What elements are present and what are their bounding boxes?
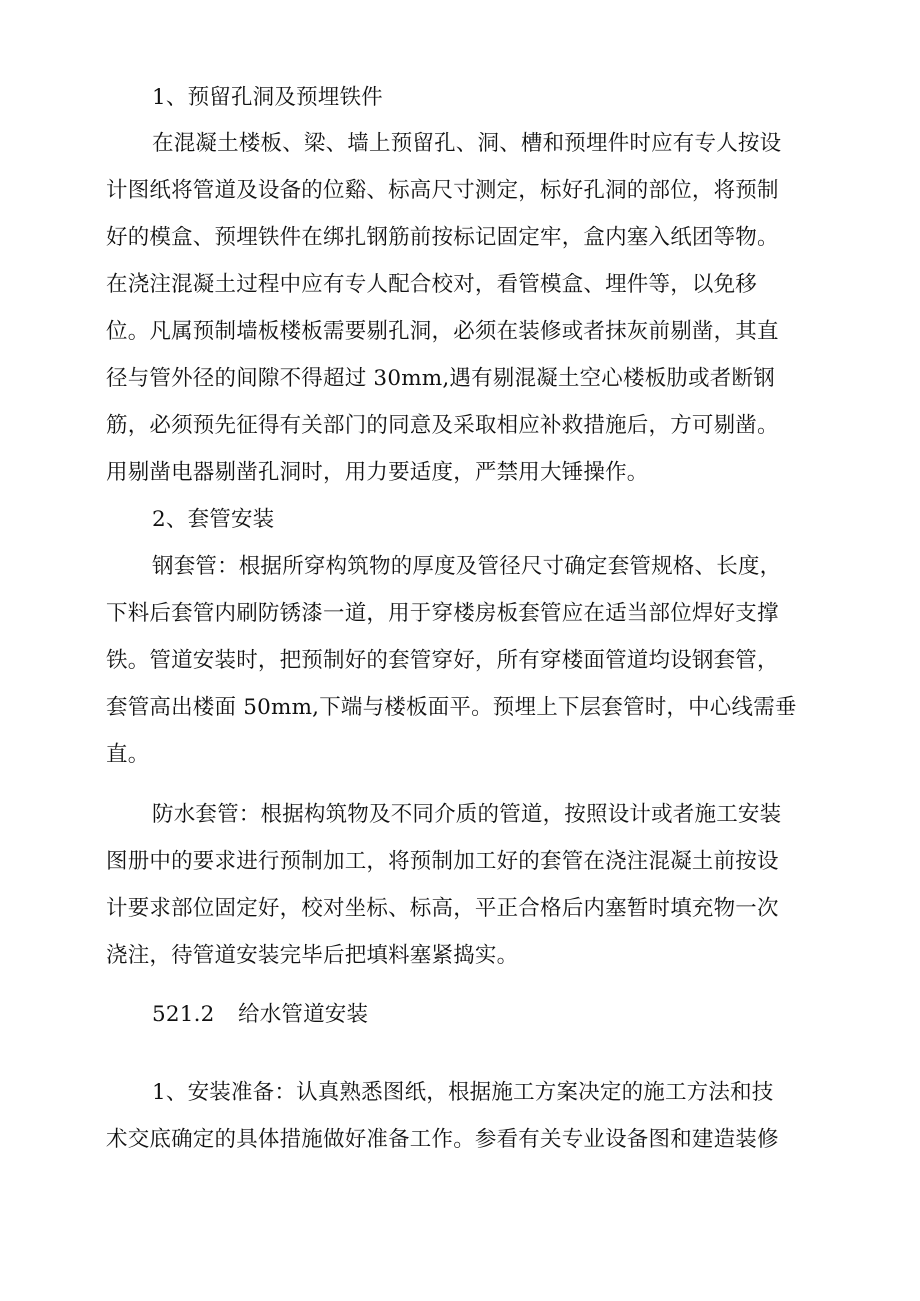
paragraph-line: 浇注，待管道安装完毕后把填料塞紧捣实。 bbox=[106, 943, 519, 968]
paragraph-line: 筋，必须预先征得有关部门的同意及采取相应补救措施后，方可剔凿。 bbox=[106, 413, 779, 438]
section-title: 给水管道安装 bbox=[238, 1002, 369, 1027]
paragraph-line: 术交底确定的具体措施做好准备工作。参看有关专业设备图和建造装修 bbox=[106, 1127, 779, 1152]
paragraph-line: 防水套管：根据构筑物及不同介质的管道，按照设计或者施工安装 bbox=[152, 802, 782, 827]
heading-sleeve-installation: 2、套管安装 bbox=[152, 507, 275, 532]
paragraph-line: 钢套管：根据所穿构筑物的厚度及管径尺寸确定套管规格、长度， bbox=[152, 554, 782, 579]
paragraph-line: 下料后套管内刷防锈漆一道，用于穿楼房板套管应在适当部位焊好支撑 bbox=[106, 601, 779, 626]
paragraph-line: 1、安装准备：认真熟悉图纸，根据施工方案决定的施工方法和技 bbox=[152, 1080, 774, 1105]
paragraph-line: 在浇注混凝土过程中应有专人配合校对，看管模盒、埋件等，以免移 bbox=[106, 272, 758, 297]
section-number: 521.2 bbox=[152, 1002, 215, 1027]
paragraph-line: 铁。管道安装时，把预制好的套管穿好，所有穿楼面管道均设钢套管， bbox=[106, 648, 779, 673]
paragraph-line: 套管高出楼面 50mm,下端与楼板面平。预埋上下层套管时，中心线需垂 bbox=[106, 695, 797, 720]
paragraph-line: 用剔凿电器剔凿孔洞时，用力要适度，严禁用大锤操作。 bbox=[106, 460, 649, 485]
paragraph-line: 直。 bbox=[106, 742, 150, 767]
paragraph-line: 径与管外径的间隙不得超过 30mm,遇有剔混凝土空心楼板肋或者断钢 bbox=[106, 366, 775, 391]
paragraph-line: 图册中的要求进行预制加工，将预制加工好的套管在浇注混凝土前按设 bbox=[106, 849, 779, 874]
section-heading bbox=[152, 1000, 872, 1030]
paragraph-line: 计图纸将管道及设备的位谿、标高尺寸测定，标好孔洞的部位，将预制 bbox=[106, 178, 779, 203]
heading-reserved-holes: 1、预留孔洞及预埋铁件 bbox=[152, 85, 383, 110]
paragraph-line: 在混凝土楼板、梁、墙上预留孔、洞、槽和预埋件时应有专人按设 bbox=[152, 131, 782, 156]
paragraph-line: 位。凡属预制墙板楼板需要剔孔洞，必须在装修或者抹灰前剔凿，其直 bbox=[106, 319, 779, 344]
paragraph-line: 好的模盒、预埋铁件在绑扎钢筋前按标记固定牢，盒内塞入纸团等物。 bbox=[106, 225, 779, 250]
paragraph-line: 计要求部位固定好，校对坐标、标高，平正合格后内塞暂时填充物一次 bbox=[106, 896, 779, 921]
